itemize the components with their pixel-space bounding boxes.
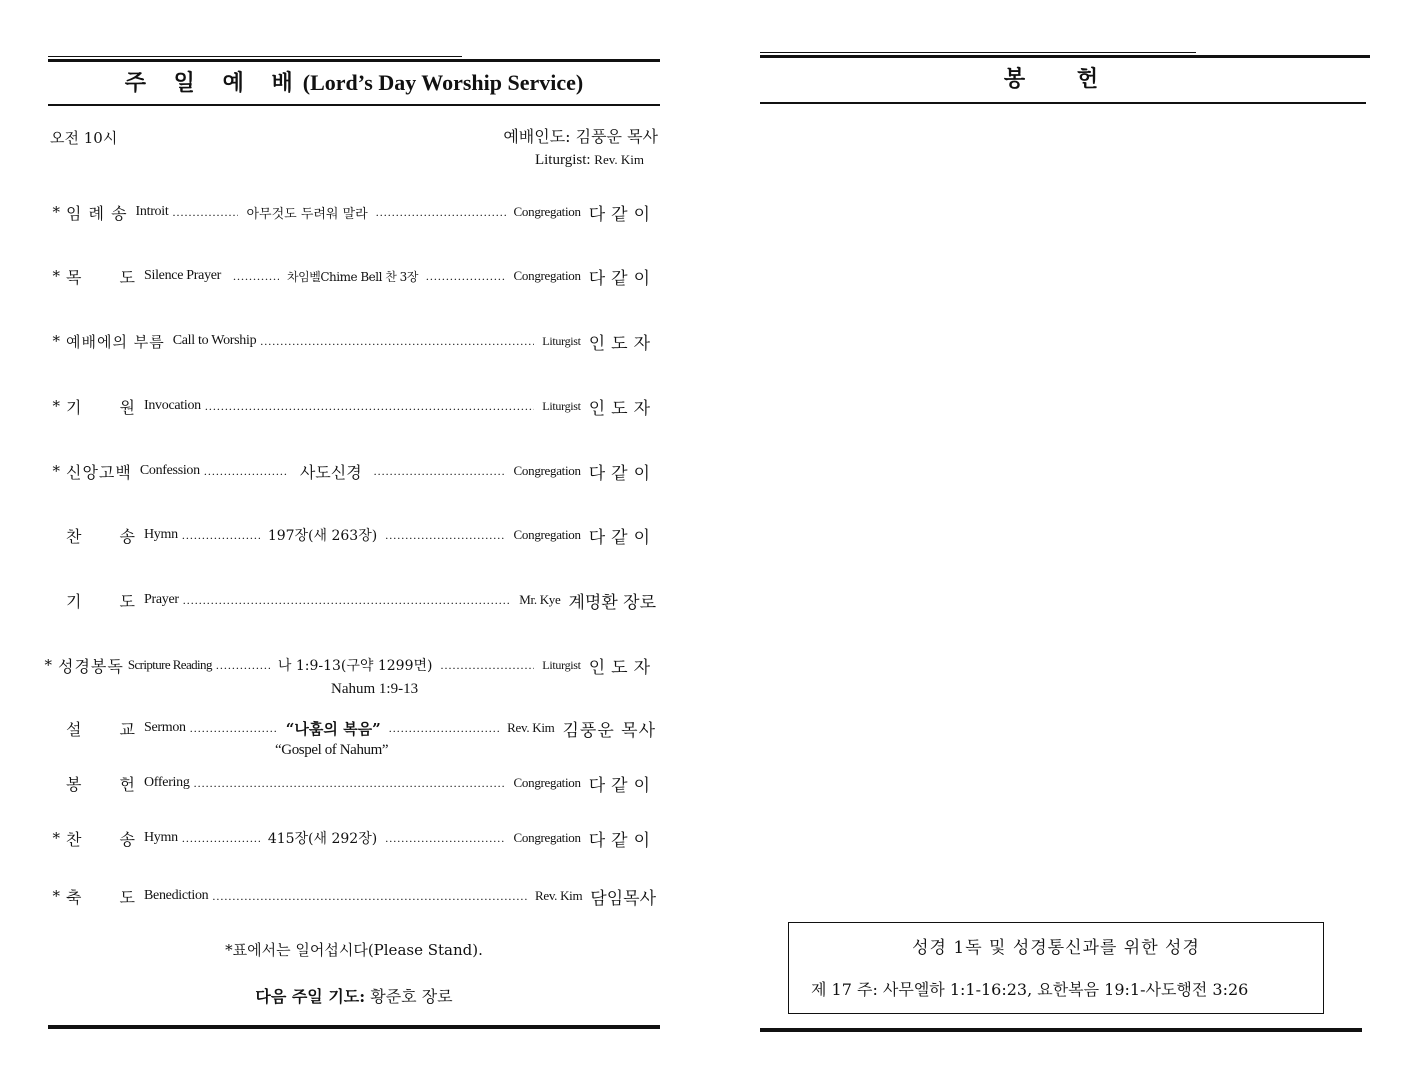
leader-dots <box>441 657 535 673</box>
sermon-title-english: “Gospel of Nahum” <box>275 742 389 758</box>
leader-dots <box>426 268 506 284</box>
next-prayer-label: 다음 주일 기도: <box>255 987 366 1006</box>
liturgist-label: Liturgist: <box>534 152 591 168</box>
stand-marker: * <box>52 887 60 905</box>
leader-dots <box>172 204 238 220</box>
order-row-introit <box>36 200 656 224</box>
item-role: Rev. Kim <box>534 888 583 903</box>
item-english: Benediction <box>144 888 209 903</box>
item-korean: 찬 송 <box>66 829 136 849</box>
item-role: Liturgist <box>542 333 581 348</box>
item-english: Offering <box>144 775 190 790</box>
item-responsible: 다같이 <box>588 204 656 225</box>
item-korean: 신앙고백 <box>66 462 132 482</box>
leader-dots <box>233 268 279 284</box>
item-role: Congregation <box>513 830 581 845</box>
leader-dots <box>182 830 260 846</box>
stand-marker: * <box>52 203 60 221</box>
item-responsible: 인도자 <box>588 657 656 678</box>
item-english: Introit <box>135 204 169 219</box>
item-role: Liturgist <box>542 398 581 413</box>
leader-dots <box>389 720 499 736</box>
item-korean: 임 례 송 <box>66 203 128 223</box>
leader-dots <box>260 333 534 349</box>
item-role: Congregation <box>513 775 581 790</box>
item-role: Congregation <box>513 268 581 283</box>
stand-marker: * <box>52 332 60 350</box>
top-rule-thick <box>48 59 660 62</box>
item-english: Hymn <box>144 830 178 845</box>
order-row-offering <box>36 771 656 795</box>
top-rule-thick <box>760 55 1370 58</box>
item-english: Silence Prayer <box>144 268 222 283</box>
stand-marker: * <box>52 829 60 847</box>
offering-title: 봉 헌 <box>1003 66 1121 92</box>
next-week-prayer <box>48 984 660 1007</box>
title-underline <box>760 102 1366 104</box>
bottom-rule-thick <box>48 1025 660 1029</box>
leader-dots <box>212 888 527 904</box>
bible-reading-box <box>788 922 1324 1014</box>
item-responsible: 김풍운 목사 <box>562 720 656 741</box>
item-english: Confession <box>139 463 200 478</box>
order-row-benediction <box>36 884 656 908</box>
item-role: Congregation <box>513 527 581 542</box>
item-content: 197장(새 263장) <box>267 528 378 544</box>
leader-dots <box>385 527 505 543</box>
item-korean: 기 원 <box>66 397 136 417</box>
item-english: Sermon <box>144 720 186 735</box>
leader-dots <box>190 720 278 736</box>
service-time: 오전 10시 <box>50 129 118 147</box>
leader-dots <box>204 463 288 479</box>
title-underline <box>48 104 660 106</box>
scripture-reference-english: Nahum 1:9-13 <box>331 681 419 697</box>
item-role: Rev. Kim <box>507 720 555 735</box>
liturgist-line <box>535 152 644 169</box>
item-korean: 축 도 <box>66 887 136 907</box>
bible-reading-schedule: 제 17 주: 사무엘하 1:1-16:23, 요한복음 19:1-사도행전 3:26 <box>811 980 1249 999</box>
item-korean: 예배에의 부름 <box>66 332 165 351</box>
item-role: Mr. Kye <box>519 592 561 607</box>
page-title <box>48 66 660 106</box>
worship-leader: 예배인도: 김풍운 목사 <box>503 127 658 146</box>
item-content: 차임벨Chime Bell 찬 3장 <box>287 269 418 284</box>
item-responsible: 다같이 <box>588 775 656 796</box>
order-row-invocation <box>36 394 656 418</box>
leader-dots <box>216 657 270 673</box>
item-korean: 설 교 <box>66 719 136 739</box>
item-korean: 봉 헌 <box>66 774 136 794</box>
leader-dots <box>183 592 512 608</box>
item-english: Prayer <box>144 592 179 607</box>
order-row-sermon <box>36 716 656 740</box>
sermon-title: “나훔의 복음” <box>285 719 381 738</box>
item-english: Hymn <box>144 527 178 542</box>
order-row-scripture-reading <box>28 653 656 677</box>
item-content: 나 1:9-13(구약 1299면) <box>277 658 433 674</box>
order-row-call-to-worship <box>36 329 656 353</box>
item-responsible: 다같이 <box>588 268 656 289</box>
stand-marker: * <box>52 267 60 285</box>
item-responsible: 계명환 장로 <box>568 592 656 613</box>
item-responsible: 다같이 <box>588 527 656 548</box>
order-row-confession <box>36 459 656 483</box>
leader-dots <box>205 398 534 414</box>
bible-reading-title: 성경 1독 및 성경통신과를 위한 성경 <box>912 938 1200 958</box>
bulletin-right-page <box>704 0 1408 1088</box>
item-content: 아무것도 두려워 말라 <box>246 206 368 222</box>
stand-note: *표에서는 일어섭시다(Please Stand). <box>225 941 483 959</box>
top-rule-thin <box>760 52 1196 53</box>
order-row-prayer <box>36 588 656 612</box>
item-responsible: 다같이 <box>588 830 656 851</box>
leader-dots <box>376 204 506 220</box>
stand-marker: * <box>52 397 60 415</box>
order-row-silence-prayer <box>36 264 656 288</box>
item-korean: 기 도 <box>66 591 136 611</box>
item-english: Call to Worship <box>172 333 257 348</box>
item-content: 415장(새 292장) <box>267 831 378 847</box>
item-responsible: 인도자 <box>588 333 656 354</box>
liturgist-name: Rev. Kim <box>594 152 644 167</box>
item-korean: 목 도 <box>66 267 136 287</box>
title-english: (Lord’s Day Worship Service) <box>302 70 584 95</box>
stand-marker: * <box>44 656 52 674</box>
item-english: Invocation <box>144 398 201 413</box>
order-row-hymn-2 <box>36 826 656 850</box>
item-responsible: 인도자 <box>588 398 656 419</box>
item-korean: 성경봉독 <box>58 656 124 676</box>
item-role: Congregation <box>513 204 581 219</box>
leader-dots <box>374 463 506 479</box>
top-rule-thin <box>48 56 462 57</box>
leader-dots <box>182 527 260 543</box>
item-role: Liturgist <box>542 657 581 672</box>
item-korean: 찬 송 <box>66 526 136 546</box>
order-row-hymn-1 <box>36 523 656 547</box>
item-role: Congregation <box>513 463 581 478</box>
leader-dots <box>194 775 506 791</box>
leader-dots <box>385 830 505 846</box>
item-content: 사도신경 <box>299 462 362 482</box>
stand-marker: * <box>52 462 60 480</box>
item-english: Scripture Reading <box>127 657 212 672</box>
item-responsible: 담임목사 <box>590 888 656 909</box>
item-responsible: 다같이 <box>588 463 656 484</box>
bottom-rule-thick <box>760 1028 1362 1032</box>
next-prayer-name: 황준호 장로 <box>370 987 453 1006</box>
title-korean: 주 일 예 배 <box>124 70 303 96</box>
